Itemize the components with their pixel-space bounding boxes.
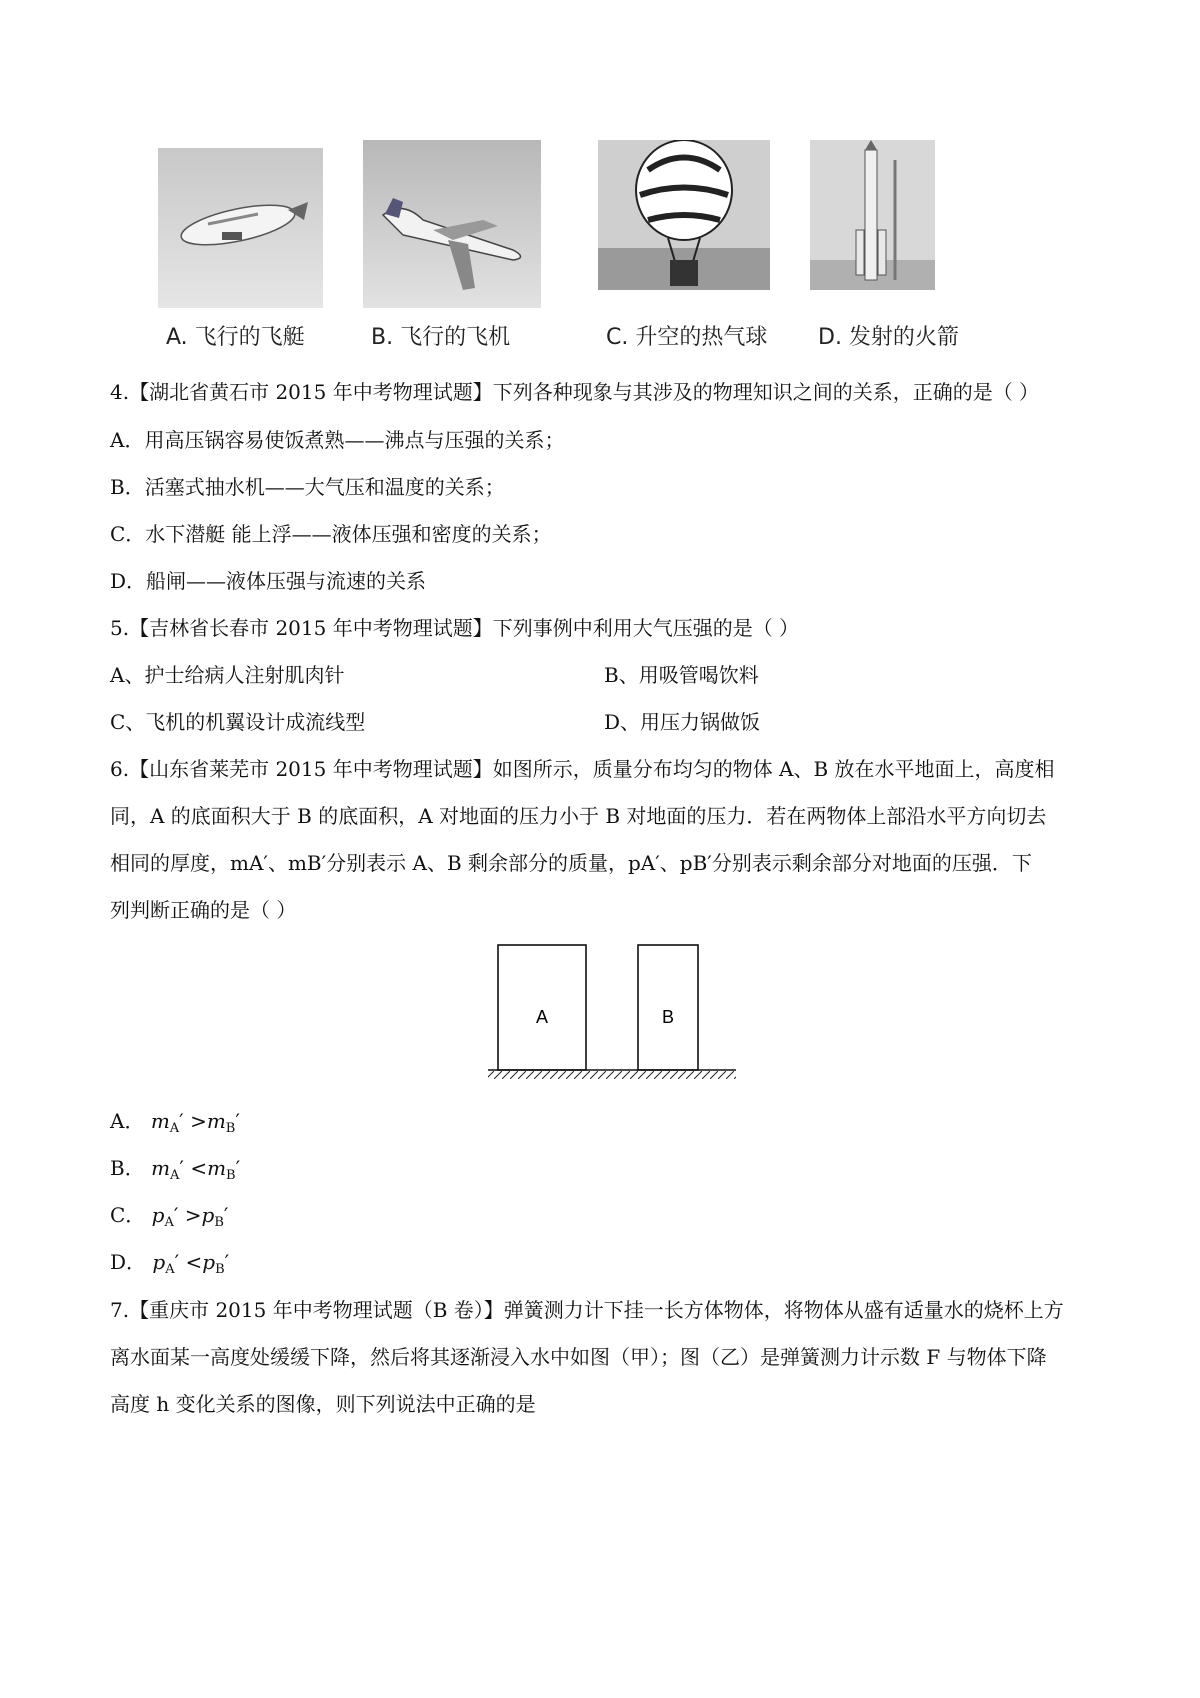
- q4-option-b: B．活塞式抽水机——大气压和温度的关系；: [110, 475, 505, 499]
- figure-strip: [158, 140, 1038, 360]
- figure-caption: C. 升空的热气球: [606, 325, 768, 350]
- figure-airplane: [363, 140, 543, 362]
- q5-option-c: C、飞机的机翼设计成流线型: [110, 710, 366, 734]
- figure-caption: A. 飞行的飞艇: [166, 325, 305, 350]
- airship-icon: [158, 140, 328, 310]
- figure-rocket: [810, 140, 1010, 362]
- blocks-diagram: [478, 935, 743, 1080]
- block-b-label: B: [661, 1007, 675, 1027]
- figure-airship: [158, 140, 328, 362]
- q7-line: 7.【重庆市 2015 年中考物理试题（B 卷）】弹簧测力计下挂一长方体物体，将物体从盛有适量水的烧杯上方: [110, 1298, 1064, 1322]
- q6-option-a: A． $m_A' >m_B'$: [110, 1109, 240, 1136]
- q5-option-d: D、用压力锅做饭: [604, 710, 761, 734]
- q6-option-c: C． $p_A' >p_B'$: [110, 1203, 229, 1230]
- rocket-icon: [810, 140, 940, 310]
- airplane-icon: [363, 140, 543, 310]
- q5-option-b: B、用吸管喝饮料: [604, 663, 759, 687]
- hot-air-balloon-icon: [598, 140, 798, 310]
- q4-option-a: A．用高压锅容易使饭煮熟——沸点与压强的关系；: [110, 428, 565, 452]
- q6-line: 相同的厚度，mA′、mB′分别表示 A、B 剩余部分的质量，pA′、pB′分别表示剩余部分对地面的压强．下: [110, 851, 1032, 875]
- q5-option-a: A、护士给病人注射肌肉针: [110, 663, 345, 687]
- block-a-label: A: [535, 1007, 549, 1027]
- figure-caption: D. 发射的火箭: [818, 325, 959, 350]
- q6-option-b: B． $m_A' <m_B'$: [110, 1156, 241, 1183]
- q7-line: 高度 h 变化关系的图像，则下列说法中正确的是: [110, 1392, 536, 1416]
- q5-stem: 5.【吉林省长春市 2015 年中考物理试题】下列事例中利用大气压强的是（ ）: [110, 616, 800, 640]
- q4-option-d: D．船闸——液体压强与流速的关系: [110, 569, 427, 593]
- q4-option-c: C．水下潜艇 能上浮——液体压强和密度的关系；: [110, 522, 552, 546]
- q6-line: 6.【山东省莱芜市 2015 年中考物理试题】如图所示，质量分布均匀的物体 A、B 放在水平地面上，高度相: [110, 757, 1055, 781]
- q6-line: 同，A 的底面积大于 B 的底面积，A 对地面的压力小于 B 对地面的压力．若在两物体上部沿水平方向切去: [110, 804, 1047, 828]
- figure-caption: B. 飞行的飞机: [371, 325, 511, 350]
- q6-line: 列判断正确的是（ ）: [110, 898, 297, 922]
- q7-line: 离水面某一高度处缓缓下降，然后将其逐渐浸入水中如图（甲）；图（乙）是弹簧测力计示数 F 与物体下降: [110, 1345, 1047, 1369]
- ground-hatch: [488, 1071, 736, 1079]
- q4-stem: 4.【湖北省黄石市 2015 年中考物理试题】下列各种现象与其涉及的物理知识之间的关系，正确的是（ ）: [110, 380, 1040, 404]
- q6-option-d: D． $p_A' <p_B'$: [110, 1250, 230, 1277]
- figure-balloon: [598, 140, 798, 362]
